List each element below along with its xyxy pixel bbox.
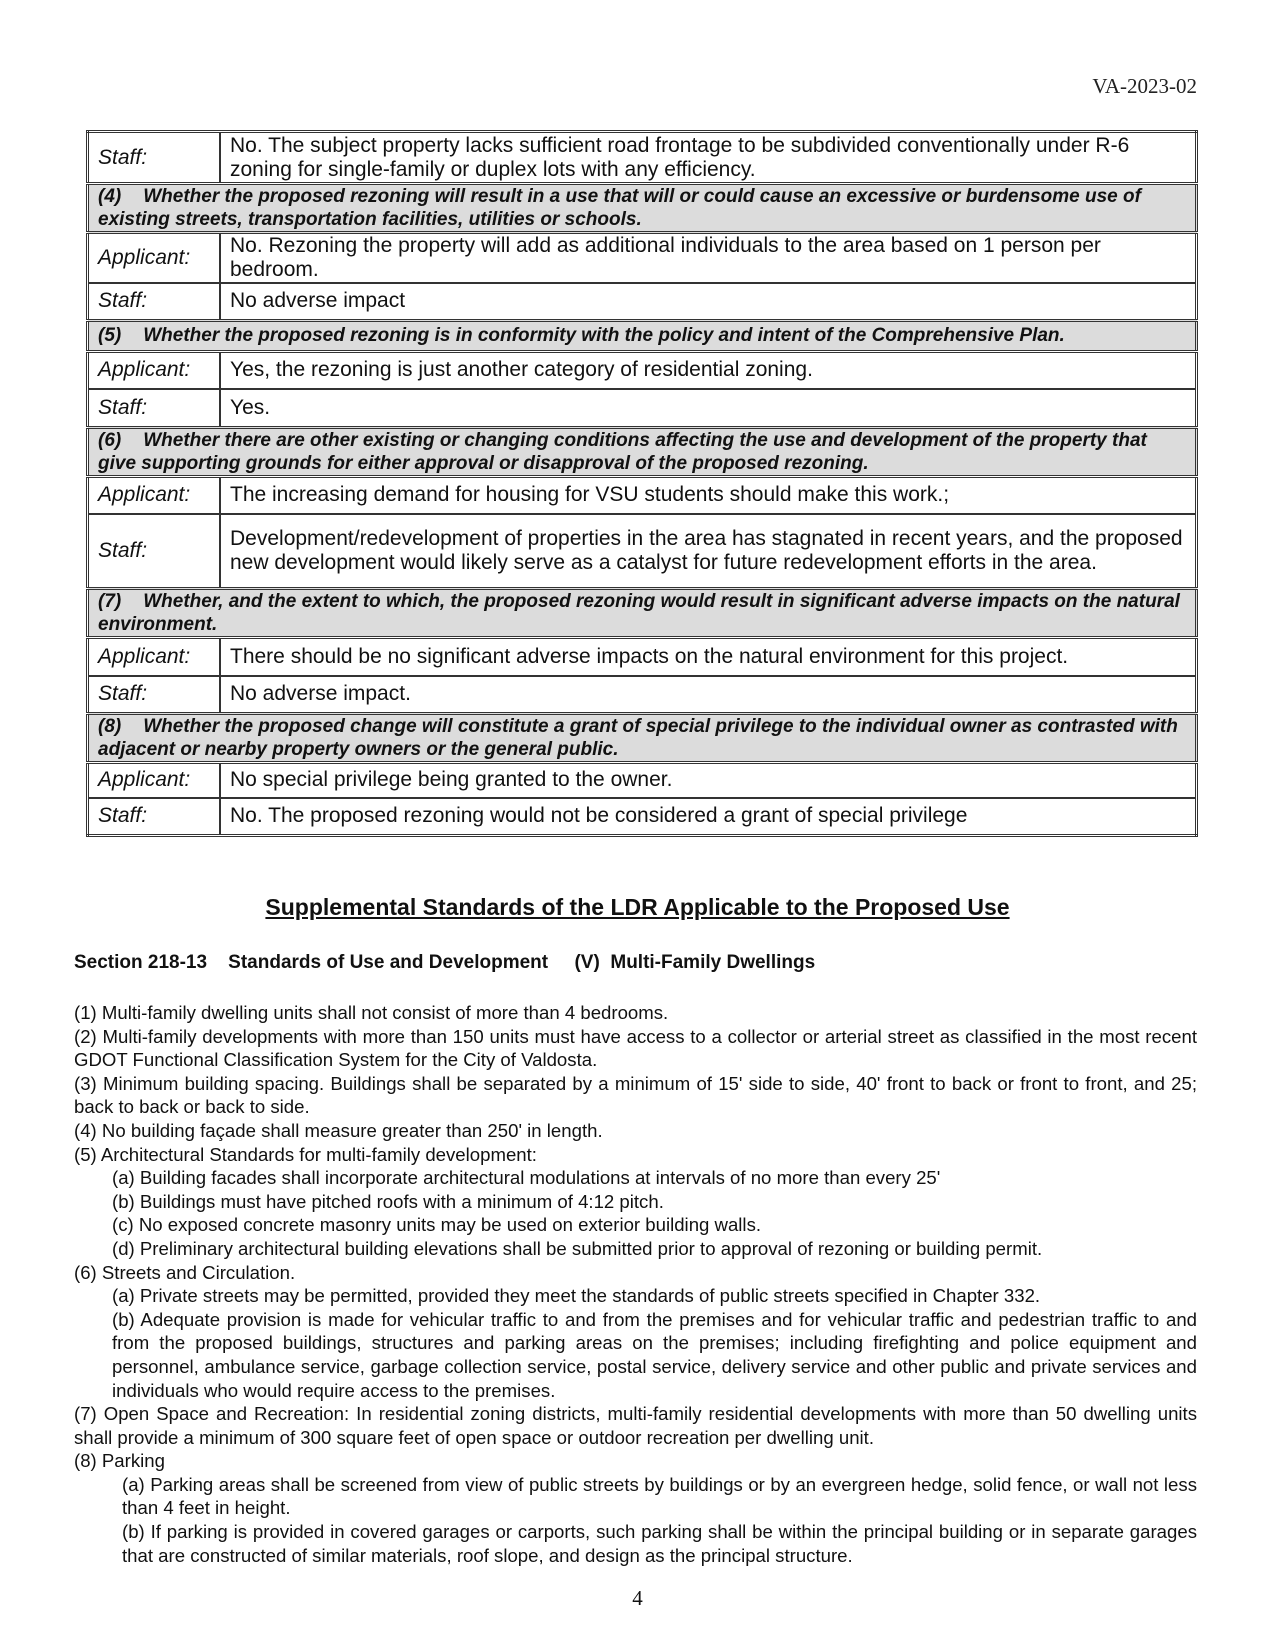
criterion-question-row [88,320,1197,351]
criteria-table [86,130,1198,837]
criterion-question [88,320,1197,351]
standard-item: (1) Multi-family dwelling units shall not consist of more than 4 bedrooms. [74,1002,669,1023]
standard-subitem: (a) Building facades shall incorporate architectural modulations at intervals of no more than every 25' [112,1167,941,1189]
response-row [88,762,1197,798]
criterion-question-row [88,427,1197,476]
supplemental-heading: Supplemental Standards of the LDR Applicable to the Proposed Use [265,894,1010,920]
response-row [88,514,1197,588]
standard-item: (4) No building façade shall measure greater than 250' in length. [74,1119,603,1141]
respondent-label: Staff: [88,283,221,320]
respondent-label: Applicant: [88,476,221,514]
response-text: No. Rezoning the property will add as additional individuals to the area based on 1 person per bedroom. [220,233,1197,284]
criterion-number: (4) [98,186,122,207]
criterion-text: Whether the proposed change will constitute a grant of special privilege to the individual owner as contrasted with adjacent or nearby property owners or the general public. [98,715,1178,760]
standard-subitem: (b) Adequate provision is made for vehicular traffic to and from the premises and for vehicular traffic and pedestrian traffic to and from the proposed buildings, structures and parking areas on the premises; including firefighting and police equipment and personnel, ambulance service, garbage collection service, postal service, delivery service and other public and private services and individuals who would require access to the premises. [112,1308,1197,1401]
respondent-label: Staff: [88,798,221,835]
criterion-text: Whether the proposed rezoning will result in a use that will or could cause an excessive or burdensome use of existing streets, transportation facilities, utilities or schools. [98,186,1141,230]
standard-subitem: (a) Private streets may be permitted, provided they meet the standards of public streets specified in Chapter 332. [112,1285,1041,1307]
standard-item: (2) Multi-family developments with more than 150 units must have access to a collector or arterial street as classified in the most recent GDOT Functional Classification System for the City of Valdosta. [74,1025,1197,1071]
standard-subitem: (b) Buildings must have pitched roofs with a minimum of 4:12 pitch. [112,1190,664,1212]
standard-subitem: (d) Preliminary architectural building elevations shall be submitted prior to approval of rezoning or building permit. [112,1237,1043,1259]
response-text: No special privilege being granted to the owner. [220,762,1197,798]
response-row [88,132,1197,184]
response-text: The increasing demand for housing for VSU students should make this work.; [220,476,1197,514]
response-text: No. The subject property lacks sufficient road frontage to be subdivided conventionally under R-6 zoning for single-family or duplex lots with any efficiency. [220,132,1197,184]
criterion-question [88,184,1197,233]
standard-item: (3) Minimum building spacing. Buildings shall be separated by a minimum of 15' side to side, 40' front to back or front to front, and 25; back to back or back to side. [74,1072,1197,1118]
respondent-label: Staff: [88,132,221,184]
response-row [88,233,1197,284]
response-row [88,351,1197,389]
response-text: Yes, the rezoning is just another category of residential zoning. [220,351,1197,389]
standard-subitem: (c) No exposed concrete masonry units may be used on exterior building walls. [112,1214,762,1236]
criterion-question [88,427,1197,476]
criterion-number: (6) [98,429,122,451]
criterion-text: Whether, and the extent to which, the proposed rezoning would result in significant adverse impacts on the natural environment. [98,590,1180,635]
standard-subitem: (a) Parking areas shall be screened from view of public streets by buildings or by an evergreen hedge, solid fence, or wall not less than 4 feet in height. [122,1473,1197,1519]
respondent-label: Staff: [88,676,221,713]
criterion-question-row [88,184,1197,233]
respondent-label: Applicant: [88,351,221,389]
criterion-number: (5) [98,325,122,346]
page-number: 4 [632,1586,643,1610]
section-line: Section 218-13 Standards of Use and Development (V) Multi-Family Dwellings [74,952,816,973]
response-text: Yes. [220,389,1197,427]
criterion-question [88,588,1197,637]
response-text: No adverse impact. [220,676,1197,713]
criterion-number: (7) [98,590,122,612]
criterion-text: Whether there are other existing or changing conditions affecting the use and development of the property that give supporting grounds for either approval or disapproval of the proposed rezoning. [98,429,1147,474]
response-row [88,676,1197,713]
criterion-question [88,713,1197,762]
standard-item: (6) Streets and Circulation. [74,1261,296,1283]
respondent-label: Staff: [88,389,221,427]
standard-item: (8) Parking [74,1450,165,1472]
criterion-question-row [88,588,1197,637]
response-text: No. The proposed rezoning would not be considered a grant of special privilege [220,798,1197,835]
criteria-table-body [88,132,1197,836]
standard-item: (7) Open Space and Recreation: In residential zoning districts, multi-family residential developments with more than 50 dwelling units shall provide a minimum of 300 square feet of open space or outdoor recreation per dwelling unit. [74,1403,1197,1448]
criterion-text: Whether the proposed rezoning is in conformity with the policy and intent of the Comprehensive Plan. [143,325,1065,346]
respondent-label: Applicant: [88,762,221,798]
respondent-label: Applicant: [88,637,221,676]
response-row [88,476,1197,514]
response-text: No adverse impact [220,283,1197,320]
criterion-question-row [88,713,1197,762]
respondent-label: Staff: [88,514,221,588]
response-text: Development/redevelopment of properties in the area has stagnated in recent years, and the proposed new development would likely serve as a catalyst for future redevelopment efforts in the area. [220,514,1197,588]
response-row [88,389,1197,427]
standard-subitem: (b) If parking is provided in covered garages or carports, such parking shall be within the principal building or in separate garages that are constructed of similar materials, roof slope, and design as the principal structure. [122,1521,1197,1566]
standards-list [74,1001,1197,1567]
criterion-number: (8) [98,715,122,737]
standard-item: (5) Architectural Standards for multi-family development: [74,1143,537,1165]
respondent-label: Applicant: [88,233,221,284]
response-text: There should be no significant adverse impacts on the natural environment for this project. [220,637,1197,676]
response-row [88,637,1197,676]
case-number: VA-2023-02 [1092,74,1197,98]
response-row [88,283,1197,320]
response-row [88,798,1197,835]
